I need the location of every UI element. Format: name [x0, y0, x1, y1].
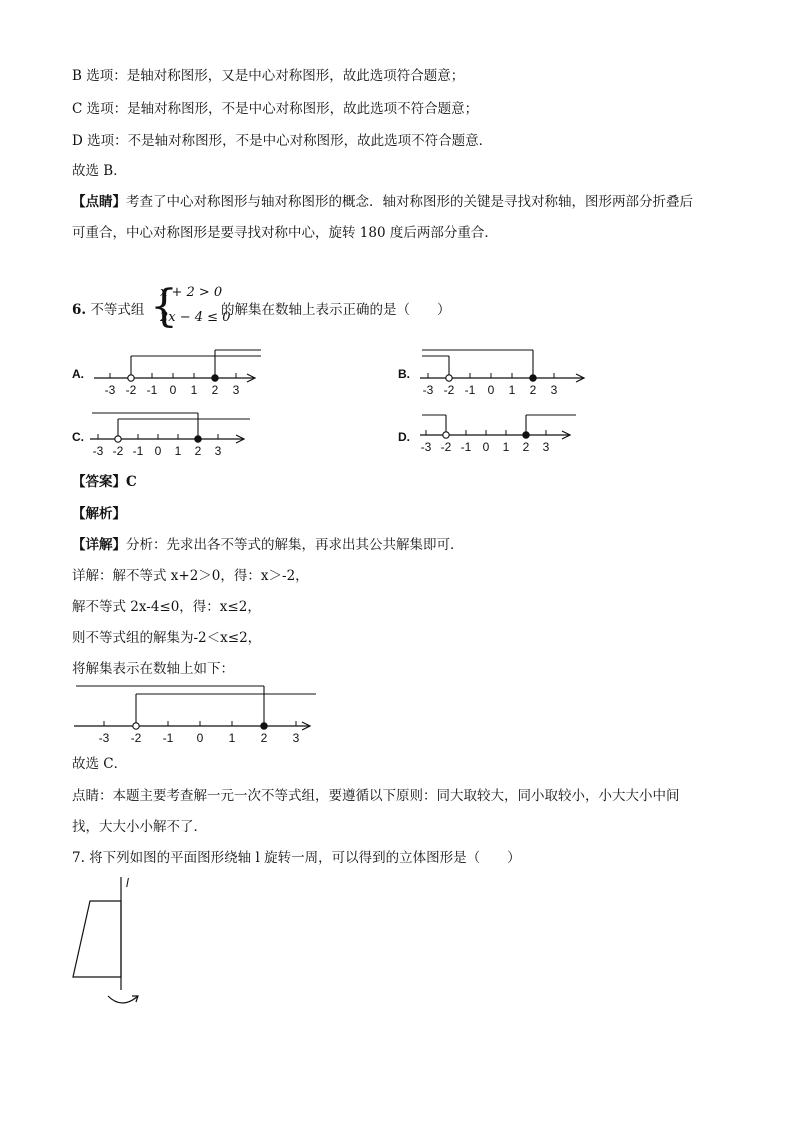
tick-label: 2	[194, 444, 202, 458]
inequality-2: 2x − 4 ≤ 0	[160, 310, 231, 325]
open-point	[446, 375, 452, 381]
axis-label: l	[126, 876, 129, 890]
left-brace: {	[150, 281, 178, 332]
tick-label: 0	[169, 383, 177, 397]
tick-label: 0	[196, 731, 204, 745]
tick-label: -3	[98, 731, 110, 745]
answer-value: C	[126, 474, 137, 490]
tick-label: 2	[522, 440, 530, 454]
open-point	[133, 723, 139, 729]
q6-number: 6.	[72, 302, 87, 318]
tick-label: 2	[211, 383, 219, 397]
option-d-label: D.	[398, 430, 410, 444]
option-c-analysis: C 选项：是轴对称图形，不是中心对称图形，故此选项不符合题意；	[72, 101, 479, 117]
tick-label: 2	[529, 383, 537, 397]
solution-number-line	[72, 680, 322, 750]
q7-stem: 7. 将下列如图的平面图形绕轴 l 旋转一周，可以得到的立体图形是（ ）	[72, 850, 521, 866]
tick-label: 2	[260, 731, 268, 745]
tick-label: 3	[232, 383, 240, 397]
tips-line-1: 点睛：本题主要考查解一元一次不等式组，要遵循以下原则：同大取较大，同小取较小，小大大小中间	[72, 788, 680, 804]
point-tag: 【点睛】	[72, 194, 126, 210]
tick-label: -1	[464, 383, 476, 397]
answer-line	[72, 472, 137, 492]
tick-label: 0	[482, 440, 490, 454]
closed-point	[212, 375, 218, 381]
option-a-label: A.	[72, 367, 84, 381]
q6-prefix: 不等式组	[90, 302, 145, 318]
tick-label: -2	[112, 444, 124, 458]
detail-tag: 【详解】	[72, 537, 126, 553]
tick-label: -1	[460, 440, 472, 454]
tick-label: 3	[550, 383, 558, 397]
tick-label: -3	[422, 383, 434, 397]
q6-suffix: 的解集在数轴上表示正确的是（ ）	[221, 302, 451, 318]
step-4: 将解集表示在数轴上如下：	[72, 661, 234, 677]
closed-point	[523, 432, 529, 438]
point-paragraph-1	[72, 192, 693, 212]
tick-label: -3	[92, 444, 104, 458]
q6-stem	[72, 300, 144, 320]
point-text-2: 可重合，中心对称图形是要寻找对称中心，旋转 180 度后两部分重合．	[72, 225, 498, 241]
answer-tag: 【答案】	[72, 474, 126, 490]
tick-label: 0	[154, 444, 162, 458]
tick-label: -1	[146, 383, 158, 397]
tick-label: -2	[440, 440, 452, 454]
detail-line	[72, 535, 464, 555]
point-text-1: 考查了中心对称图形与轴对称图形的概念．轴对称图形的关键是寻找对称轴，图形两部分折叠后	[126, 194, 693, 210]
tick-label: 1	[228, 731, 236, 745]
inequality-system	[150, 283, 230, 333]
tick-label: 3	[214, 444, 222, 458]
option-d-number-line	[416, 405, 596, 461]
step-2: 解不等式 2x-4≤0，得：x≤2，	[72, 599, 261, 615]
option-b-analysis: B 选项：是轴对称图形，又是中心对称图形，故此选项符合题意；	[72, 68, 465, 84]
analysis-tag: 【解析】	[72, 506, 126, 522]
closed-point	[195, 436, 201, 442]
closed-point	[261, 723, 267, 729]
tick-label: -1	[132, 444, 144, 458]
choose-c: 故选 C．	[72, 756, 128, 772]
open-point	[443, 432, 449, 438]
tick-label: 3	[542, 440, 550, 454]
closed-point	[530, 375, 536, 381]
option-a-number-line	[90, 342, 270, 398]
tick-label: -2	[443, 383, 455, 397]
q7-figure	[68, 872, 158, 1017]
step-3: 则不等式组的解集为-2＜x≤2，	[72, 630, 262, 646]
tick-label: -2	[130, 731, 142, 745]
tick-label: 1	[174, 444, 182, 458]
option-c-number-line	[86, 405, 266, 461]
option-d-analysis: D 选项：不是轴对称图形，不是中心对称图形，故此选项不符合题意．	[72, 133, 493, 149]
option-b-label: B.	[398, 367, 410, 381]
open-point	[128, 375, 134, 381]
option-b-number-line	[416, 342, 596, 398]
choose-b: 故选 B．	[72, 163, 127, 179]
tick-label: 1	[508, 383, 516, 397]
tick-label: -3	[104, 383, 116, 397]
detail-text: 分析：先求出各不等式的解集，再求出其公共解集即可．	[126, 537, 464, 553]
tick-label: 0	[487, 383, 495, 397]
inequality-1: x + 2 > 0	[160, 285, 223, 300]
tick-label: -2	[125, 383, 137, 397]
trapezoid	[73, 901, 121, 977]
open-point	[115, 436, 121, 442]
tick-label: 3	[292, 731, 300, 745]
tick-label: -1	[162, 731, 174, 745]
tick-label: 1	[502, 440, 510, 454]
rotation-arrow	[108, 996, 138, 1003]
step-1: 详解：解不等式 x+2＞0，得：x＞-2，	[72, 568, 309, 584]
tick-label: 1	[190, 383, 198, 397]
tips-line-2: 找，大大小小解不了．	[72, 819, 207, 835]
option-c-label: C.	[72, 430, 84, 444]
tick-label: -3	[420, 440, 432, 454]
